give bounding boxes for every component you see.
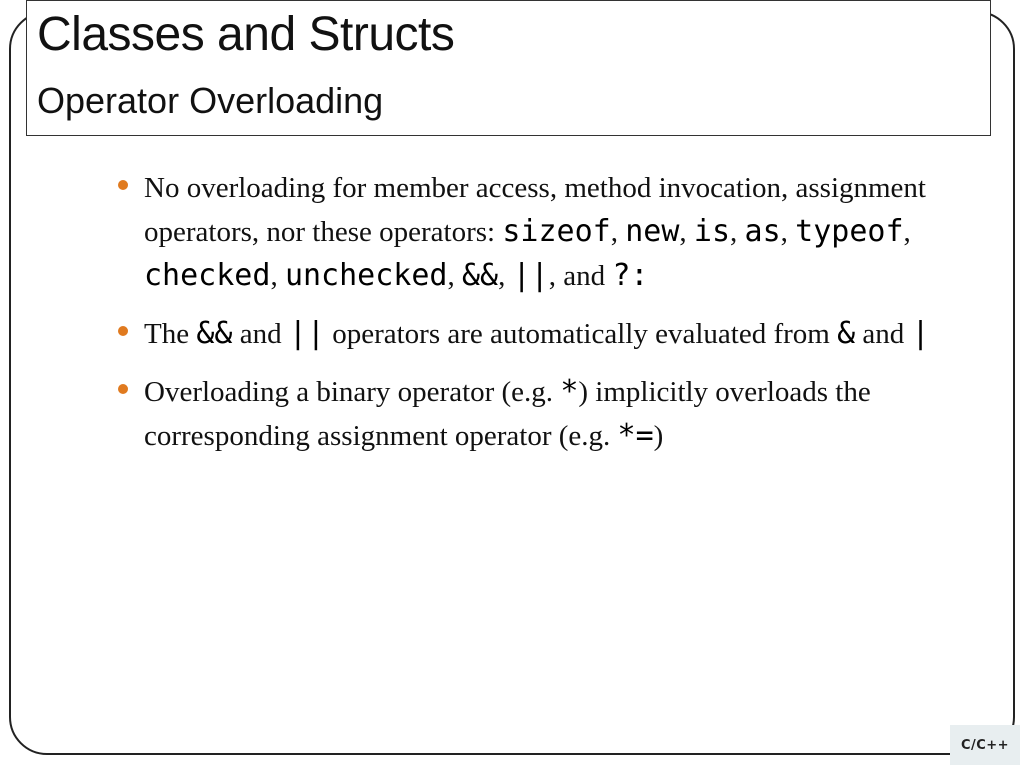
- code-run: *=: [617, 418, 654, 453]
- text-run: ,: [780, 216, 796, 248]
- code-run: ?:: [612, 258, 649, 293]
- code-run: is: [693, 214, 731, 249]
- code-run: &&: [196, 316, 233, 351]
- text-run: No overloading for member access, method invocation, assignment operators, nor these operators:: [144, 172, 926, 248]
- text-run: ,: [498, 260, 513, 292]
- code-run: as: [744, 214, 781, 249]
- logo-label: C/C++: [960, 737, 1010, 753]
- text-run: ) implicitly overloads the corresponding assignment operator (e.g.: [144, 376, 871, 452]
- bullet-dot-icon: [118, 326, 128, 336]
- code-run: unchecked: [284, 258, 448, 293]
- bullet-item: [116, 312, 946, 356]
- text-run: operators are automatically evaluated from: [324, 318, 838, 350]
- text-run: ,: [610, 216, 626, 248]
- text-run: and: [232, 318, 289, 350]
- code-run: ||: [288, 316, 325, 351]
- code-run: &&: [462, 258, 499, 293]
- bullet-item: [116, 166, 946, 298]
- text-run: ,: [679, 216, 694, 248]
- text-run: ): [653, 420, 664, 452]
- slide-title: Classes and Structs: [37, 8, 455, 61]
- code-run: &: [837, 316, 856, 351]
- code-run: typeof: [795, 214, 904, 249]
- bullet-item: [116, 370, 946, 458]
- text-run: Overloading a binary operator (e.g.: [144, 376, 561, 408]
- bullet-dot-icon: [118, 384, 128, 394]
- code-run: ||: [512, 258, 549, 293]
- code-run: |: [911, 316, 930, 351]
- bullet-dot-icon: [118, 180, 128, 190]
- code-run: sizeof: [502, 214, 611, 249]
- text-run: ,: [447, 260, 462, 292]
- text-run: ,: [730, 216, 745, 248]
- code-run: checked: [144, 258, 271, 293]
- code-run: *: [560, 374, 579, 409]
- bullet-text: [144, 318, 930, 350]
- bullet-text: [144, 376, 871, 452]
- text-run: ,: [903, 216, 911, 248]
- bullet-text: [144, 172, 926, 292]
- cpp-logo: [950, 725, 1020, 765]
- slide-subtitle: Operator Overloading: [37, 80, 384, 121]
- text-run: , and: [548, 260, 613, 292]
- title-box: [26, 0, 991, 136]
- text-run: The: [144, 318, 197, 350]
- text-run: and: [855, 318, 912, 350]
- code-run: new: [625, 214, 680, 249]
- bullet-list: [116, 166, 946, 472]
- text-run: ,: [270, 260, 285, 292]
